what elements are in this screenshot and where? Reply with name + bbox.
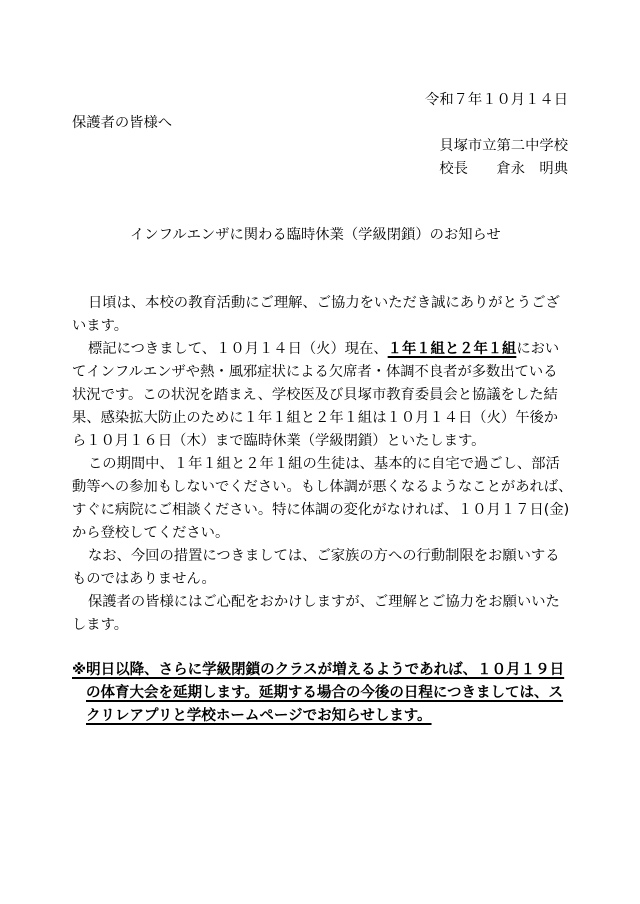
body-line: この期間中、１年１組と２年１組の生徒は、基本的に自宅で過ごし、部活 <box>88 456 560 472</box>
body-line: ら１０月１６日（木）まで臨時休業（学級閉鎖）といたします。 <box>72 433 486 449</box>
important-note-line: クリレアプリと学校ホームページでお知らせします。 <box>86 708 432 724</box>
important-note-line: の体育大会を延期します。延期する場合の今後の日程につきましては、ス <box>86 685 564 701</box>
body-line: します。 <box>72 617 129 633</box>
body-line <box>88 342 559 356</box>
body-line: 保護者の皆様にはご心配をおかけしますが、ご理解とご協力をお願いいた <box>88 594 560 610</box>
recipient-line: 保護者の皆様へ <box>72 115 173 131</box>
body-line: 果、感染拡大防止のために１年１組と２年１組は１０月１４日（火）午後か <box>72 410 559 426</box>
body-text: 標記につきまして、１０月１４日（火）現在、 <box>88 341 388 357</box>
school-name: 貝塚市立第二中学校 <box>439 138 568 154</box>
body-line: から登校してください。 <box>72 525 230 541</box>
body-line: 動等への参加もしないでください。もし体調が悪くなるようなことがあれば、 <box>72 479 573 495</box>
body-line: すぐに病院にご相談ください。特に体調の変化がなければ、１０月１７日(金) <box>72 502 570 518</box>
principal-name: 校長 倉永 明典 <box>439 161 568 177</box>
body-line: てインフルエンザや熱・風邪症状による欠席者・体調不良者が多数出ている <box>72 364 558 380</box>
notice-title: インフルエンザに関わる臨時休業（学級閉鎖）のお知らせ <box>130 227 501 243</box>
affected-classes: １年１組と２年１組 <box>387 341 517 357</box>
body-line: います。 <box>72 318 129 334</box>
body-line: 状況です。この状況を踏まえ、学校医及び貝塚市教育委員会と協議をした結 <box>72 387 558 403</box>
important-note-line: ※明日以降、さらに学級閉鎖のクラスが増えるようであれば、１０月１９日 <box>72 662 565 678</box>
issue-date: 令和７年１０月１４日 <box>425 92 568 108</box>
body-text: におい <box>516 341 560 357</box>
body-line: 日頃は、本校の教育活動にご理解、ご協力をいただき誠にありがとうござ <box>88 295 560 311</box>
body-line: なお、今回の措置につきましては、ご家族の方への行動制限をお願いする <box>88 548 560 564</box>
body-line: ものではありません。 <box>72 571 216 587</box>
